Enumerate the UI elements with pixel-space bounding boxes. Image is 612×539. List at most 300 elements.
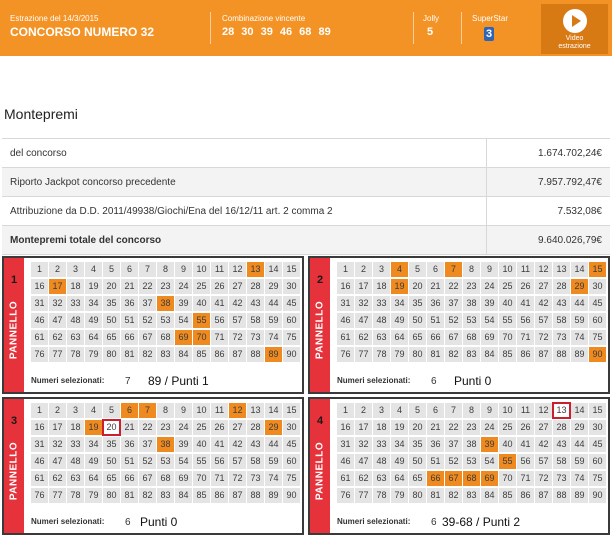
- number-cell[interactable]: 61: [337, 471, 354, 486]
- number-cell[interactable]: 23: [157, 279, 174, 294]
- number-cell[interactable]: 52: [445, 313, 462, 328]
- number-cell[interactable]: 36: [121, 296, 138, 311]
- number-cell[interactable]: 13: [553, 262, 570, 277]
- number-cell-selected[interactable]: 19: [391, 279, 408, 294]
- number-cell[interactable]: 46: [31, 454, 48, 469]
- number-cell-selected[interactable]: 55: [499, 454, 516, 469]
- number-cell[interactable]: 75: [589, 330, 606, 345]
- number-cell[interactable]: 89: [571, 488, 588, 503]
- number-cell[interactable]: 42: [229, 296, 246, 311]
- number-cell-selected[interactable]: 12: [229, 403, 246, 418]
- number-cell[interactable]: 76: [31, 488, 48, 503]
- number-cell[interactable]: 25: [193, 279, 210, 294]
- number-cell[interactable]: 32: [49, 437, 66, 452]
- number-cell[interactable]: 3: [373, 262, 390, 277]
- number-cell[interactable]: 31: [337, 296, 354, 311]
- number-cell[interactable]: 81: [121, 347, 138, 362]
- number-cell[interactable]: 65: [409, 471, 426, 486]
- number-cell[interactable]: 74: [571, 330, 588, 345]
- number-cell[interactable]: 1: [31, 403, 48, 418]
- number-cell[interactable]: 24: [175, 420, 192, 435]
- number-cell[interactable]: 77: [49, 347, 66, 362]
- number-cell[interactable]: 71: [517, 330, 534, 345]
- number-cell[interactable]: 34: [391, 296, 408, 311]
- number-cell[interactable]: 10: [499, 403, 516, 418]
- number-cell[interactable]: 24: [481, 420, 498, 435]
- number-cell[interactable]: 28: [247, 420, 264, 435]
- number-cell[interactable]: 49: [391, 313, 408, 328]
- number-cell[interactable]: 35: [409, 437, 426, 452]
- number-cell-selected[interactable]: 7: [139, 403, 156, 418]
- number-cell[interactable]: 90: [283, 488, 300, 503]
- number-cell[interactable]: 78: [373, 488, 390, 503]
- number-cell[interactable]: 78: [67, 347, 84, 362]
- number-cell[interactable]: 43: [553, 437, 570, 452]
- number-cell[interactable]: 47: [49, 313, 66, 328]
- number-cell[interactable]: 35: [103, 296, 120, 311]
- number-cell[interactable]: 6: [121, 262, 138, 277]
- number-cell[interactable]: 64: [85, 330, 102, 345]
- number-cell[interactable]: 47: [49, 454, 66, 469]
- number-cell[interactable]: 80: [409, 347, 426, 362]
- number-cell-selected[interactable]: 69: [175, 330, 192, 345]
- number-cell[interactable]: 46: [337, 313, 354, 328]
- number-cell[interactable]: 19: [85, 279, 102, 294]
- number-cell[interactable]: 39: [481, 296, 498, 311]
- number-cell[interactable]: 30: [589, 279, 606, 294]
- number-cell-selected[interactable]: 17: [49, 279, 66, 294]
- number-cell[interactable]: 26: [211, 420, 228, 435]
- number-cell[interactable]: 18: [373, 279, 390, 294]
- number-cell[interactable]: 14: [265, 403, 282, 418]
- number-cell-selected[interactable]: 29: [265, 420, 282, 435]
- number-cell[interactable]: 58: [553, 313, 570, 328]
- number-cell[interactable]: 85: [193, 488, 210, 503]
- number-cell[interactable]: 85: [193, 347, 210, 362]
- number-cell[interactable]: 72: [535, 471, 552, 486]
- number-cell[interactable]: 25: [499, 420, 516, 435]
- number-cell[interactable]: 38: [463, 296, 480, 311]
- number-cell[interactable]: 41: [517, 437, 534, 452]
- number-cell[interactable]: 30: [589, 420, 606, 435]
- number-cell[interactable]: 39: [175, 437, 192, 452]
- number-cell[interactable]: 77: [49, 488, 66, 503]
- number-cell[interactable]: 15: [283, 262, 300, 277]
- number-cell[interactable]: 68: [157, 330, 174, 345]
- number-cell[interactable]: 32: [355, 296, 372, 311]
- number-cell[interactable]: 59: [265, 454, 282, 469]
- number-cell[interactable]: 72: [229, 471, 246, 486]
- number-cell[interactable]: 42: [229, 437, 246, 452]
- number-cell[interactable]: 64: [391, 330, 408, 345]
- number-cell[interactable]: 7: [445, 403, 462, 418]
- number-cell[interactable]: 13: [247, 403, 264, 418]
- number-cell[interactable]: 81: [121, 488, 138, 503]
- number-cell[interactable]: 69: [481, 330, 498, 345]
- number-cell[interactable]: 23: [463, 420, 480, 435]
- number-cell[interactable]: 27: [535, 279, 552, 294]
- number-cell[interactable]: 74: [571, 471, 588, 486]
- number-cell[interactable]: 18: [373, 420, 390, 435]
- number-cell[interactable]: 59: [265, 313, 282, 328]
- number-cell[interactable]: 16: [31, 279, 48, 294]
- number-cell[interactable]: 22: [445, 279, 462, 294]
- number-cell[interactable]: 75: [589, 471, 606, 486]
- number-cell[interactable]: 63: [373, 330, 390, 345]
- number-cell[interactable]: 60: [283, 454, 300, 469]
- number-cell[interactable]: 49: [85, 454, 102, 469]
- number-cell[interactable]: 82: [445, 347, 462, 362]
- number-cell[interactable]: 37: [139, 437, 156, 452]
- number-cell-highlighted[interactable]: 20: [103, 420, 120, 435]
- number-cell[interactable]: 10: [193, 403, 210, 418]
- number-cell[interactable]: 17: [355, 279, 372, 294]
- number-cell[interactable]: 87: [535, 347, 552, 362]
- number-cell[interactable]: 84: [175, 347, 192, 362]
- number-cell[interactable]: 32: [355, 437, 372, 452]
- number-cell[interactable]: 53: [463, 313, 480, 328]
- number-cell[interactable]: 72: [535, 330, 552, 345]
- number-cell[interactable]: 71: [517, 471, 534, 486]
- number-cell[interactable]: 84: [481, 488, 498, 503]
- number-cell[interactable]: 28: [553, 420, 570, 435]
- number-cell[interactable]: 62: [49, 471, 66, 486]
- number-cell[interactable]: 77: [355, 347, 372, 362]
- number-cell[interactable]: 67: [445, 330, 462, 345]
- number-cell[interactable]: 40: [499, 437, 516, 452]
- number-cell[interactable]: 87: [229, 488, 246, 503]
- number-cell[interactable]: 35: [409, 296, 426, 311]
- number-cell[interactable]: 67: [139, 330, 156, 345]
- number-cell[interactable]: 40: [499, 296, 516, 311]
- number-cell[interactable]: 54: [481, 454, 498, 469]
- number-cell[interactable]: 65: [103, 330, 120, 345]
- number-cell[interactable]: 87: [229, 347, 246, 362]
- number-cell[interactable]: 20: [409, 279, 426, 294]
- number-cell[interactable]: 3: [67, 403, 84, 418]
- number-cell[interactable]: 23: [157, 420, 174, 435]
- number-cell[interactable]: 5: [103, 262, 120, 277]
- number-cell-selected[interactable]: 90: [589, 347, 606, 362]
- number-cell[interactable]: 33: [373, 296, 390, 311]
- number-cell[interactable]: 44: [265, 437, 282, 452]
- number-cell[interactable]: 64: [391, 471, 408, 486]
- number-cell-selected[interactable]: 70: [193, 330, 210, 345]
- number-cell[interactable]: 86: [517, 488, 534, 503]
- number-cell[interactable]: 12: [229, 262, 246, 277]
- number-cell[interactable]: 2: [355, 262, 372, 277]
- number-cell[interactable]: 81: [427, 347, 444, 362]
- number-cell-selected[interactable]: 38: [157, 296, 174, 311]
- number-cell[interactable]: 26: [211, 279, 228, 294]
- number-cell-selected[interactable]: 38: [157, 437, 174, 452]
- number-cell[interactable]: 18: [67, 420, 84, 435]
- number-cell[interactable]: 80: [103, 488, 120, 503]
- number-cell[interactable]: 50: [103, 313, 120, 328]
- number-cell[interactable]: 74: [265, 330, 282, 345]
- number-cell[interactable]: 37: [139, 296, 156, 311]
- number-cell[interactable]: 49: [85, 313, 102, 328]
- number-cell[interactable]: 50: [409, 313, 426, 328]
- number-cell[interactable]: 39: [175, 296, 192, 311]
- number-cell-selected[interactable]: 69: [481, 471, 498, 486]
- number-cell[interactable]: 44: [571, 296, 588, 311]
- number-cell[interactable]: 16: [31, 420, 48, 435]
- number-cell[interactable]: 90: [589, 488, 606, 503]
- number-cell[interactable]: 9: [175, 403, 192, 418]
- number-cell[interactable]: 76: [337, 488, 354, 503]
- number-cell[interactable]: 41: [211, 296, 228, 311]
- number-cell[interactable]: 21: [427, 279, 444, 294]
- number-cell[interactable]: 14: [571, 262, 588, 277]
- number-cell[interactable]: 4: [391, 403, 408, 418]
- number-cell[interactable]: 6: [427, 403, 444, 418]
- number-cell[interactable]: 86: [211, 488, 228, 503]
- number-cell[interactable]: 29: [571, 420, 588, 435]
- number-cell[interactable]: 31: [31, 296, 48, 311]
- number-cell[interactable]: 3: [67, 262, 84, 277]
- number-cell[interactable]: 83: [157, 347, 174, 362]
- number-cell[interactable]: 79: [391, 347, 408, 362]
- number-cell[interactable]: 16: [337, 279, 354, 294]
- number-cell[interactable]: 70: [193, 471, 210, 486]
- number-cell[interactable]: 9: [175, 262, 192, 277]
- number-cell[interactable]: 63: [373, 471, 390, 486]
- number-cell[interactable]: 73: [553, 330, 570, 345]
- number-cell[interactable]: 65: [103, 471, 120, 486]
- number-cell[interactable]: 50: [409, 454, 426, 469]
- number-cell[interactable]: 1: [31, 262, 48, 277]
- number-cell-selected[interactable]: 4: [391, 262, 408, 277]
- number-cell[interactable]: 34: [85, 296, 102, 311]
- number-cell[interactable]: 52: [139, 313, 156, 328]
- number-cell[interactable]: 36: [427, 296, 444, 311]
- number-cell[interactable]: 8: [157, 403, 174, 418]
- number-cell[interactable]: 57: [229, 454, 246, 469]
- number-cell[interactable]: 76: [31, 347, 48, 362]
- number-cell[interactable]: 58: [247, 313, 264, 328]
- number-cell[interactable]: 61: [31, 471, 48, 486]
- number-cell[interactable]: 10: [193, 262, 210, 277]
- number-cell[interactable]: 48: [67, 313, 84, 328]
- number-cell[interactable]: 35: [103, 437, 120, 452]
- number-cell[interactable]: 49: [391, 454, 408, 469]
- number-cell[interactable]: 45: [589, 437, 606, 452]
- number-cell[interactable]: 17: [49, 420, 66, 435]
- number-cell[interactable]: 8: [157, 262, 174, 277]
- number-cell[interactable]: 53: [157, 313, 174, 328]
- number-cell[interactable]: 6: [427, 262, 444, 277]
- number-cell[interactable]: 89: [571, 347, 588, 362]
- number-cell[interactable]: 16: [337, 420, 354, 435]
- number-cell[interactable]: 88: [247, 488, 264, 503]
- number-cell[interactable]: 57: [229, 313, 246, 328]
- number-cell[interactable]: 38: [463, 437, 480, 452]
- number-cell[interactable]: 37: [445, 296, 462, 311]
- number-cell[interactable]: 78: [373, 347, 390, 362]
- number-cell[interactable]: 67: [139, 471, 156, 486]
- number-cell[interactable]: 33: [67, 296, 84, 311]
- number-cell-selected[interactable]: 19: [85, 420, 102, 435]
- number-cell[interactable]: 54: [175, 313, 192, 328]
- number-cell[interactable]: 42: [535, 437, 552, 452]
- number-cell[interactable]: 45: [283, 296, 300, 311]
- number-cell[interactable]: 25: [499, 279, 516, 294]
- number-cell[interactable]: 61: [31, 330, 48, 345]
- number-cell[interactable]: 15: [283, 403, 300, 418]
- number-cell[interactable]: 66: [121, 330, 138, 345]
- number-cell[interactable]: 30: [283, 279, 300, 294]
- number-cell[interactable]: 88: [553, 347, 570, 362]
- number-cell[interactable]: 36: [427, 437, 444, 452]
- number-cell[interactable]: 54: [481, 313, 498, 328]
- number-cell[interactable]: 9: [481, 262, 498, 277]
- number-cell[interactable]: 65: [409, 330, 426, 345]
- number-cell[interactable]: 82: [445, 488, 462, 503]
- number-cell[interactable]: 68: [463, 330, 480, 345]
- number-cell[interactable]: 51: [427, 313, 444, 328]
- number-cell[interactable]: 45: [283, 437, 300, 452]
- number-cell[interactable]: 79: [85, 347, 102, 362]
- number-cell[interactable]: 5: [103, 403, 120, 418]
- number-cell-selected[interactable]: 15: [589, 262, 606, 277]
- number-cell[interactable]: 86: [211, 347, 228, 362]
- number-cell[interactable]: 57: [535, 454, 552, 469]
- number-cell[interactable]: 76: [337, 347, 354, 362]
- number-cell[interactable]: 44: [571, 437, 588, 452]
- number-cell[interactable]: 2: [49, 262, 66, 277]
- number-cell[interactable]: 56: [517, 313, 534, 328]
- number-cell[interactable]: 88: [553, 488, 570, 503]
- number-cell[interactable]: 90: [283, 347, 300, 362]
- number-cell[interactable]: 53: [157, 454, 174, 469]
- number-cell[interactable]: 71: [211, 471, 228, 486]
- number-cell[interactable]: 82: [139, 488, 156, 503]
- number-cell[interactable]: 24: [481, 279, 498, 294]
- number-cell[interactable]: 34: [391, 437, 408, 452]
- number-cell[interactable]: 74: [265, 471, 282, 486]
- number-cell-selected[interactable]: 67: [445, 471, 462, 486]
- number-cell[interactable]: 59: [571, 313, 588, 328]
- number-cell[interactable]: 56: [517, 454, 534, 469]
- number-cell[interactable]: 56: [211, 454, 228, 469]
- number-cell[interactable]: 53: [463, 454, 480, 469]
- number-cell[interactable]: 52: [139, 454, 156, 469]
- number-cell[interactable]: 56: [211, 313, 228, 328]
- number-cell[interactable]: 24: [175, 279, 192, 294]
- number-cell[interactable]: 28: [247, 279, 264, 294]
- number-cell[interactable]: 61: [337, 330, 354, 345]
- number-cell[interactable]: 43: [247, 296, 264, 311]
- number-cell[interactable]: 22: [445, 420, 462, 435]
- number-cell[interactable]: 68: [157, 471, 174, 486]
- number-cell[interactable]: 77: [355, 488, 372, 503]
- number-cell[interactable]: 18: [67, 279, 84, 294]
- number-cell-selected[interactable]: 6: [121, 403, 138, 418]
- number-cell[interactable]: 5: [409, 403, 426, 418]
- number-cell[interactable]: 20: [409, 420, 426, 435]
- number-cell[interactable]: 1: [337, 262, 354, 277]
- number-cell[interactable]: 80: [103, 347, 120, 362]
- number-cell[interactable]: 19: [391, 420, 408, 435]
- number-cell-selected[interactable]: 89: [265, 347, 282, 362]
- number-cell[interactable]: 50: [103, 454, 120, 469]
- number-cell-selected[interactable]: 68: [463, 471, 480, 486]
- number-cell[interactable]: 11: [211, 262, 228, 277]
- number-cell[interactable]: 48: [373, 454, 390, 469]
- number-cell[interactable]: 75: [283, 330, 300, 345]
- number-cell[interactable]: 43: [553, 296, 570, 311]
- number-cell[interactable]: 9: [481, 403, 498, 418]
- number-cell[interactable]: 52: [445, 454, 462, 469]
- number-cell[interactable]: 11: [517, 403, 534, 418]
- number-cell-highlighted[interactable]: 13: [553, 403, 570, 418]
- number-cell[interactable]: 79: [85, 488, 102, 503]
- number-cell[interactable]: 73: [247, 330, 264, 345]
- number-cell[interactable]: 12: [535, 262, 552, 277]
- number-cell[interactable]: 2: [49, 403, 66, 418]
- number-cell[interactable]: 47: [355, 313, 372, 328]
- number-cell[interactable]: 12: [535, 403, 552, 418]
- number-cell[interactable]: 14: [571, 403, 588, 418]
- number-cell[interactable]: 31: [337, 437, 354, 452]
- number-cell[interactable]: 62: [49, 330, 66, 345]
- number-cell[interactable]: 22: [139, 420, 156, 435]
- number-cell[interactable]: 42: [535, 296, 552, 311]
- number-cell[interactable]: 43: [247, 437, 264, 452]
- number-cell[interactable]: 55: [499, 313, 516, 328]
- number-cell[interactable]: 81: [427, 488, 444, 503]
- number-cell-selected[interactable]: 13: [247, 262, 264, 277]
- number-cell[interactable]: 14: [265, 262, 282, 277]
- number-cell[interactable]: 10: [499, 262, 516, 277]
- number-cell[interactable]: 60: [283, 313, 300, 328]
- number-cell[interactable]: 51: [121, 454, 138, 469]
- number-cell[interactable]: 37: [445, 437, 462, 452]
- number-cell[interactable]: 41: [517, 296, 534, 311]
- number-cell[interactable]: 44: [265, 296, 282, 311]
- number-cell[interactable]: 72: [229, 330, 246, 345]
- number-cell[interactable]: 40: [193, 437, 210, 452]
- number-cell[interactable]: 60: [589, 454, 606, 469]
- number-cell[interactable]: 87: [535, 488, 552, 503]
- number-cell[interactable]: 85: [499, 347, 516, 362]
- number-cell[interactable]: 70: [499, 330, 516, 345]
- number-cell-selected[interactable]: 55: [193, 313, 210, 328]
- number-cell[interactable]: 11: [517, 262, 534, 277]
- number-cell[interactable]: 58: [247, 454, 264, 469]
- number-cell[interactable]: 1: [337, 403, 354, 418]
- number-cell-selected[interactable]: 29: [571, 279, 588, 294]
- number-cell[interactable]: 84: [175, 488, 192, 503]
- number-cell[interactable]: 85: [499, 488, 516, 503]
- number-cell[interactable]: 79: [391, 488, 408, 503]
- number-cell[interactable]: 33: [373, 437, 390, 452]
- number-cell[interactable]: 40: [193, 296, 210, 311]
- number-cell[interactable]: 48: [373, 313, 390, 328]
- number-cell-selected[interactable]: 7: [445, 262, 462, 277]
- number-cell[interactable]: 8: [463, 262, 480, 277]
- number-cell[interactable]: 27: [229, 420, 246, 435]
- number-cell[interactable]: 7: [139, 262, 156, 277]
- number-cell[interactable]: 5: [409, 262, 426, 277]
- number-cell[interactable]: 34: [85, 437, 102, 452]
- number-cell[interactable]: 17: [355, 420, 372, 435]
- number-cell[interactable]: 32: [49, 296, 66, 311]
- number-cell[interactable]: 51: [121, 313, 138, 328]
- number-cell[interactable]: 82: [139, 347, 156, 362]
- number-cell[interactable]: 66: [121, 471, 138, 486]
